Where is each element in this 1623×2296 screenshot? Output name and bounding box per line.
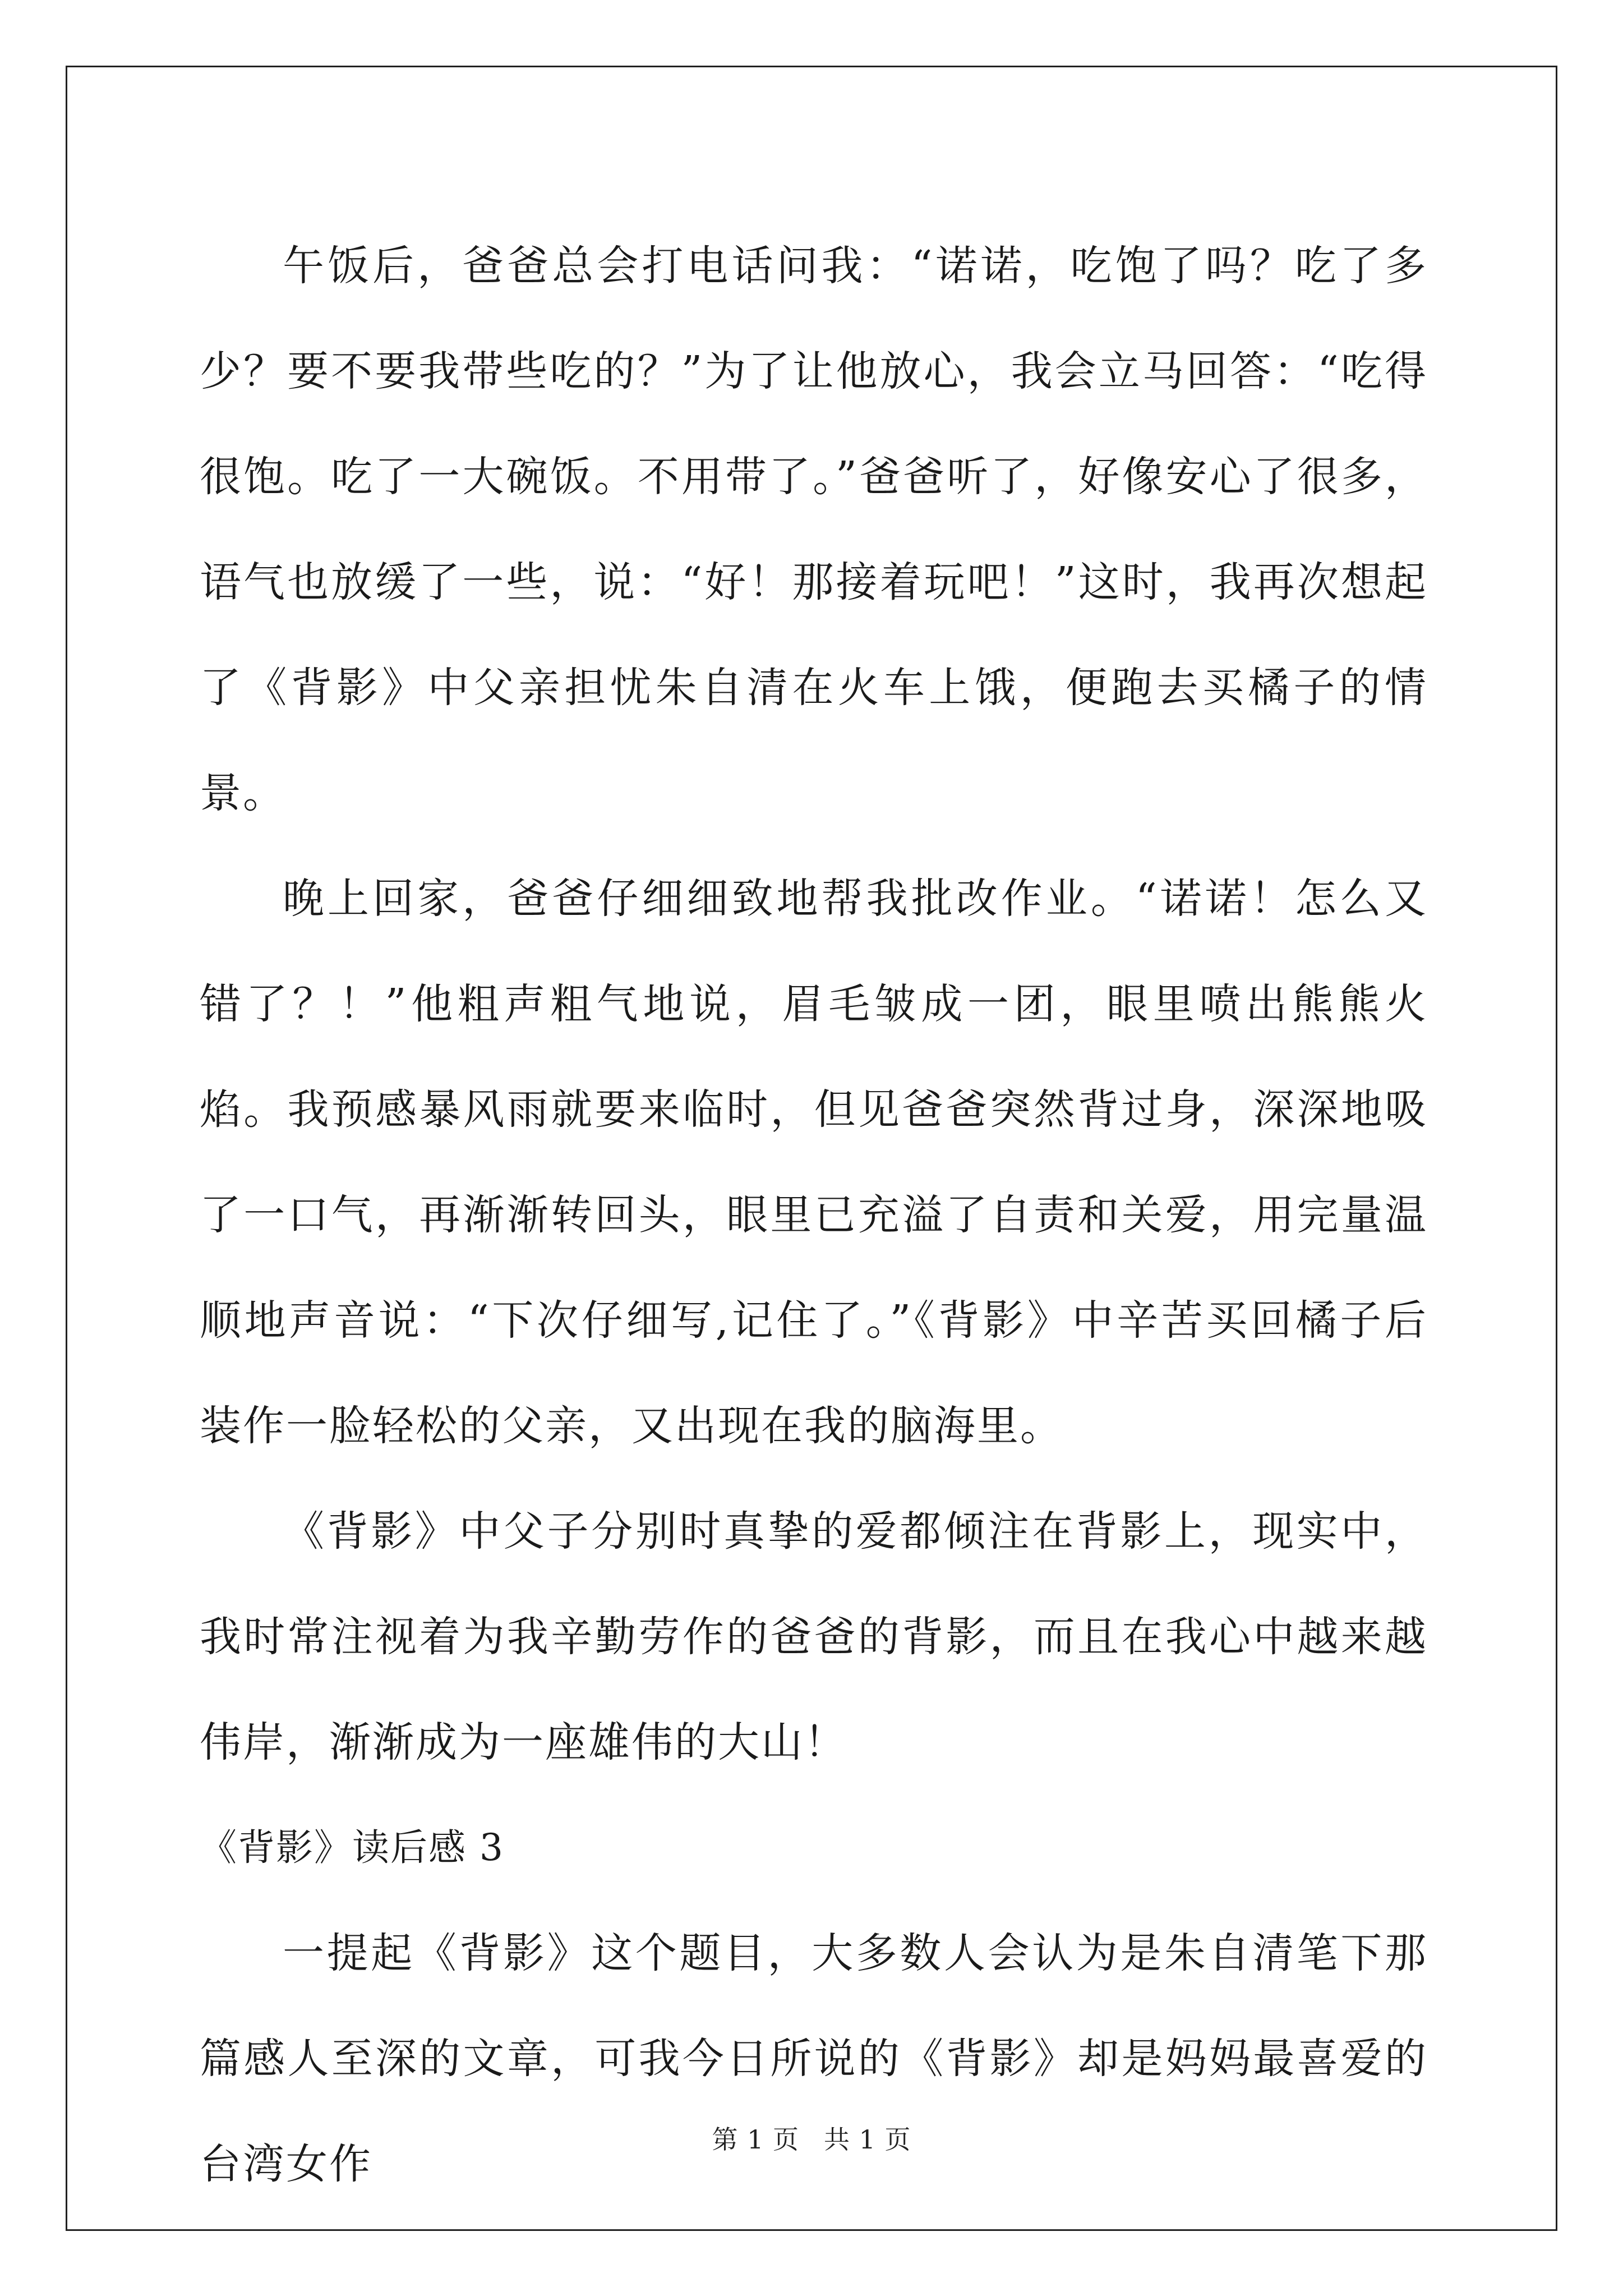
paragraph-homework-correction: 晚上回家，爸爸仔细细致地帮我批改作业。“诺诺！怎么又错了？！”他粗声粗气地说，眉毛皱成一团，眼里喷出熊熊火焰。我预感暴风雨就要来临时，但见爸爸突然背过身，深深地吸了一口气，再渐渐转回头，眼里已充溢了自责和关爱，用完量温顺地声音说：“下次仔细写,记住了。”《背影》中辛苦买回橘子后装作一脸轻松的父亲，又出现在我的脑海里。 (200, 875, 1428, 1450)
page-number-current: 第 1 页 (712, 2124, 799, 2155)
page-footer (0, 2119, 1623, 2156)
page-number-total: 共 1 页 (824, 2124, 911, 2155)
document-body (200, 213, 1428, 2217)
paragraph-essay-intro: 一提起《背影》这个题目，大多数人会认为是朱自清笔下那篇感人至深的文章，可我今日所说的《背影》却是妈妈最喜爱的台湾女作 (200, 1929, 1428, 2188)
section-heading: 《背影》读后感 3 (200, 1826, 504, 1869)
paragraph-father-back-mountain: 《背影》中父子分别时真挚的爱都倾注在背影上，现实中，我时常注视着为我辛勤劳作的爸爸的背影，而且在我心中越来越伟岸，渐渐成为一座雄伟的大山！ (200, 1507, 1428, 1766)
paragraph-lunch-phone-call: 午饭后，爸爸总会打电话问我：“诺诺，吃饱了吗？吃了多少？要不要我带些吃的？”为了让他放心，我会立马回答：“吃得很饱。吃了一大碗饭。不用带了。”爸爸听了，好像安心了很多，语气也放缓了一些，说：“好！那接着玩吧！”这时，我再次想起了《背影》中父亲担忧朱自清在火车上饿，便跑去买橘子的情景。 (200, 242, 1428, 817)
